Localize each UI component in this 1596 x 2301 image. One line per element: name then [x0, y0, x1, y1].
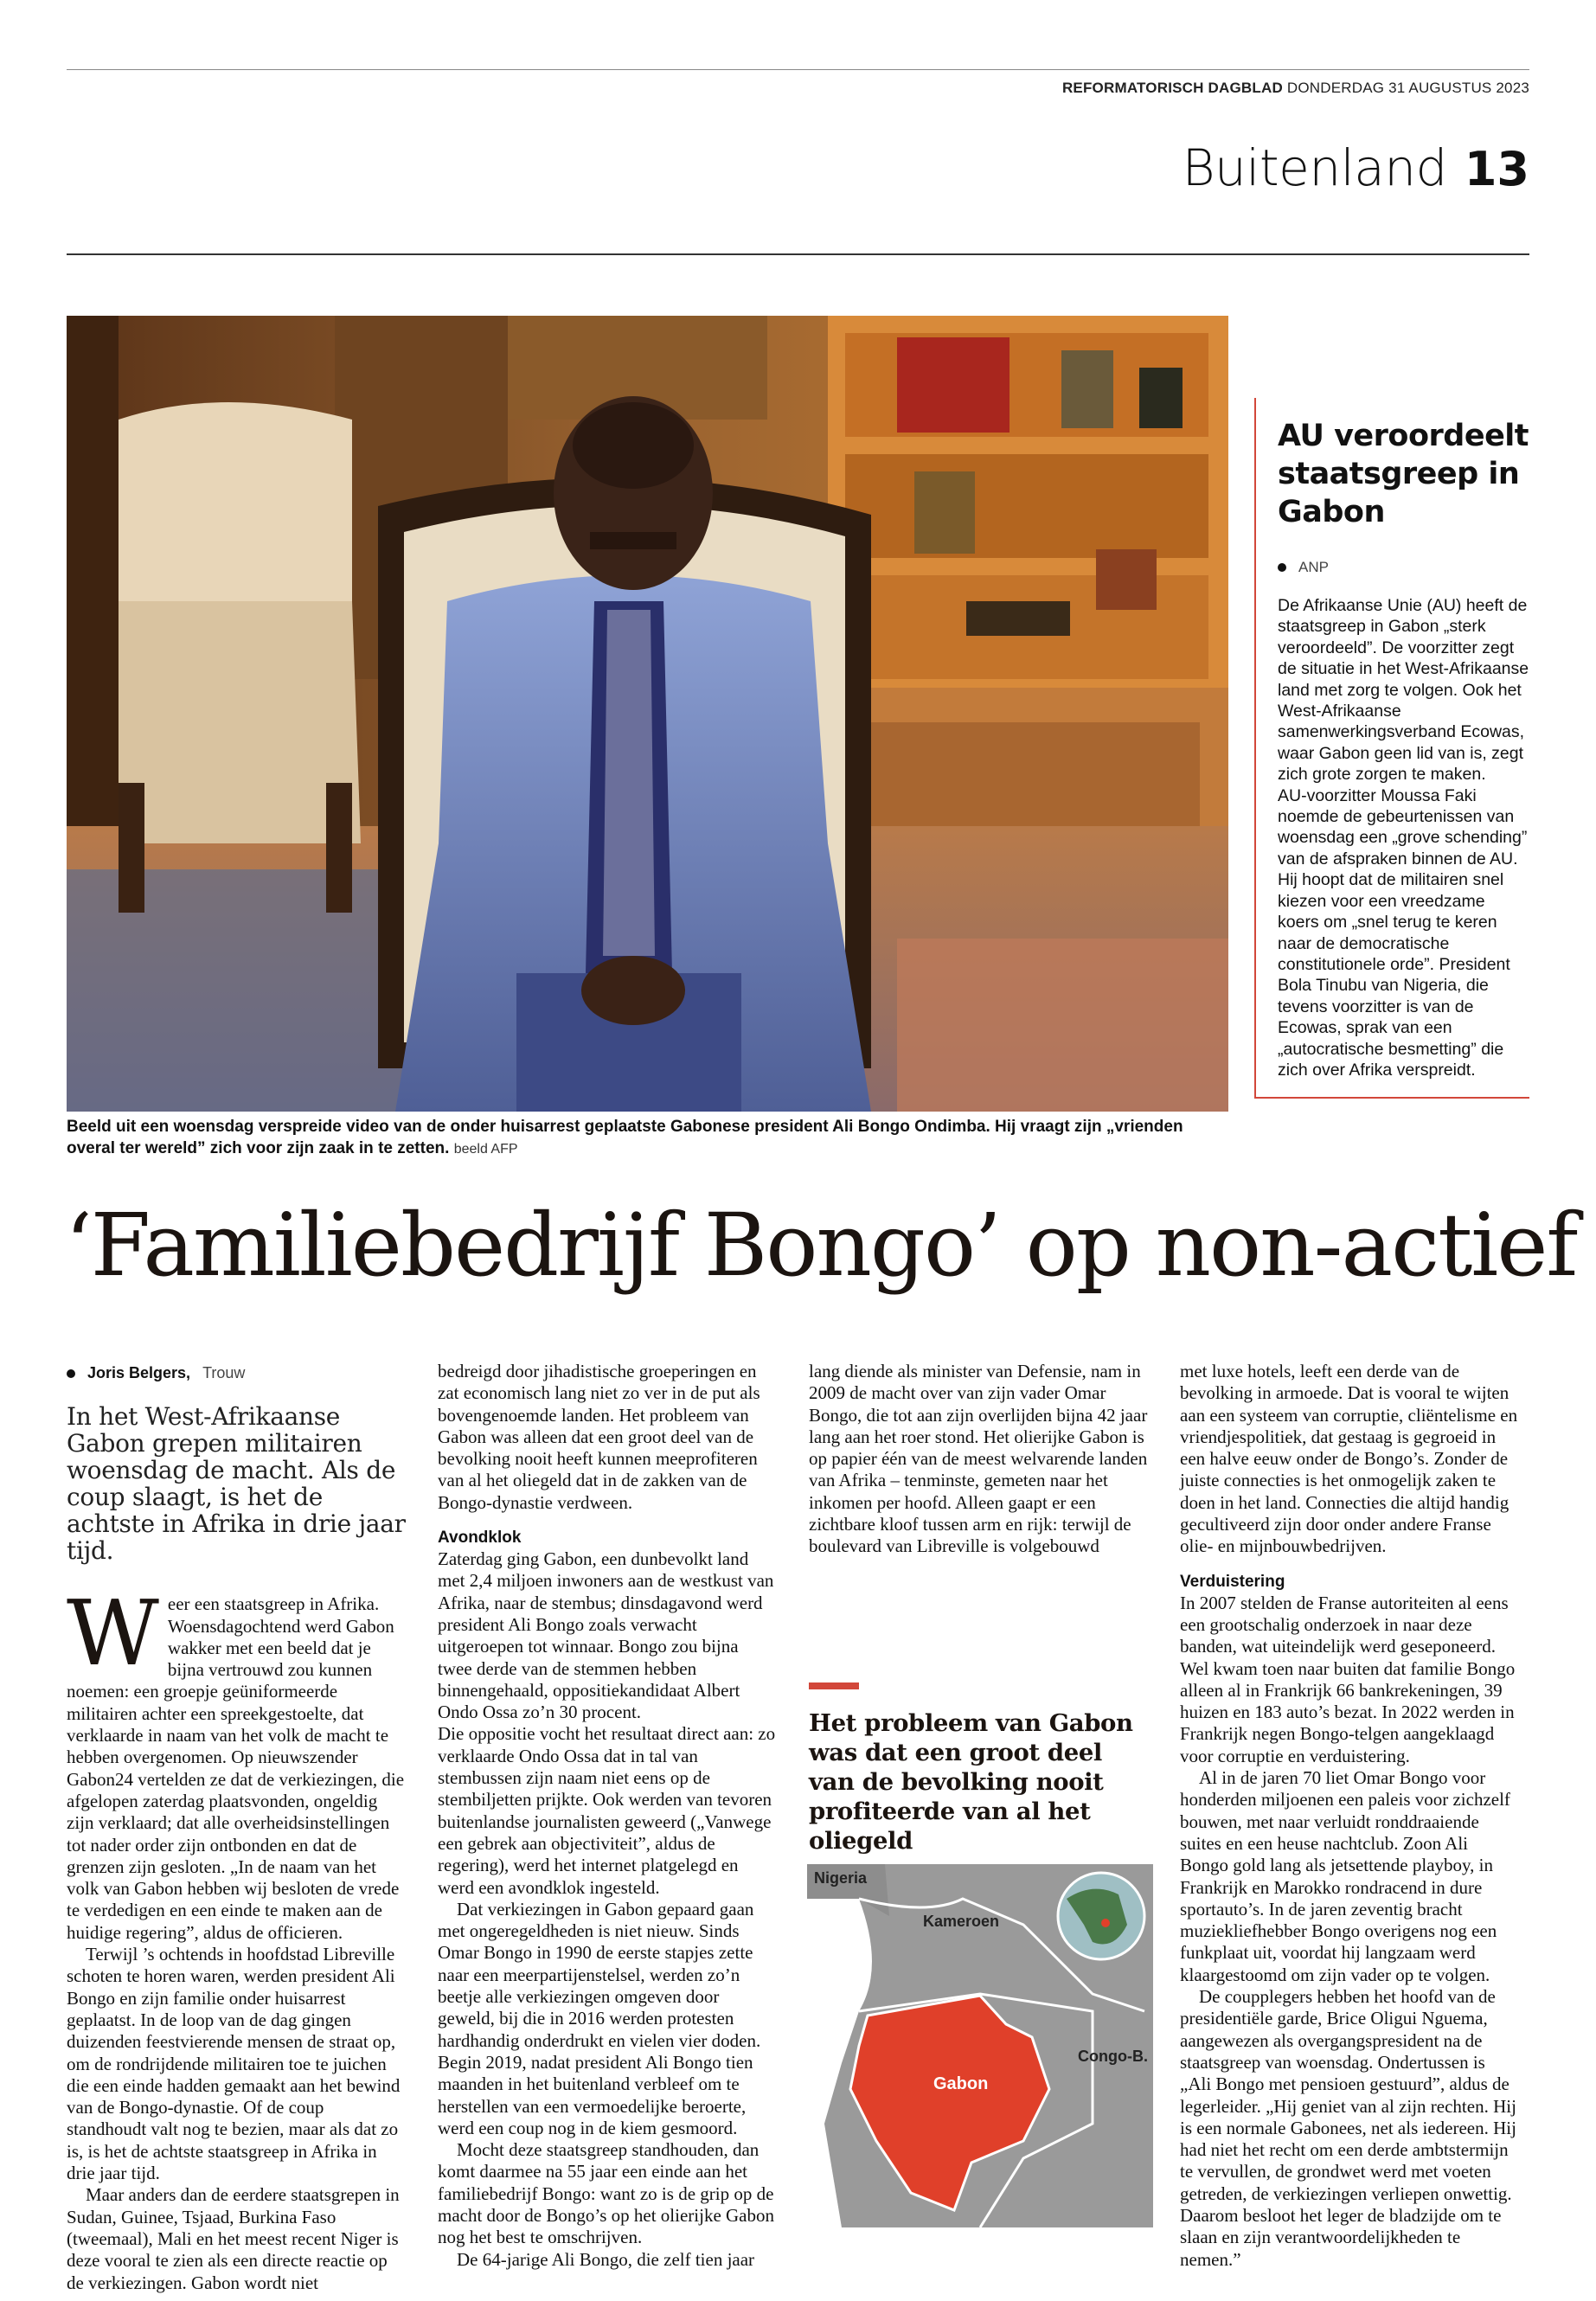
bullet-icon: [67, 1369, 75, 1378]
author-outlet: Trouw: [202, 1364, 246, 1381]
article-column-1: [67, 1362, 406, 2294]
article-paragraph: lang diende als minister van Defensie, nam in 2009 de macht over van zijn vader Omar Bongo, die tot aan zijn overlijden bijna 42 jaar lang aan het roer stond. Het olierijke Gabon is op papier één van de meest welvarende landen van Afrika – tenminste, gemeten naar het inkomen per hoofd. Alleen gaapt er een zichtbare kloof tussen arm en rijk: terwijl de boulevard van Libreville is volgebouwd: [809, 1361, 1148, 1557]
article-paragraph: bedreigd door jihadistische groeperingen en zat economisch lang niet zo ver in de put als bovengenoemde landen. Het probleem van Gabon was alleen dat een groot deel van de bevolking nooit heeft kunnen meeprofiteren van al het oliegeld dat in de zakken van de Bongo-dynastie verdween.: [438, 1361, 760, 1513]
section-rule: [67, 253, 1529, 255]
map-label-nigeria: Nigeria: [814, 1869, 868, 1887]
article-paragraph: De 64-jarige Ali Bongo, die zelf tien jaar: [457, 2248, 755, 2270]
article-paragraph: Al in de jaren 70 liet Omar Bongo voor honderden miljoenen een paleis voor zichzelf bouwen, met naar verluidt ronddraaiende suites en een heuse nachtclub. Zoon Ali Bongo gold lang als jetsettende playboy, in Frankrijk en Marokko rondracend in dure sportauto’s. In de jaren zeventig bracht muziekliefhebber Bongo overigens nog een funkplaat uit, voordat hij langzaam werd klaargestoomd om zijn vader op te volgen.: [1180, 1767, 1510, 1985]
article-paragraph: Terwijl ’s ochtends in hoofdstad Libreville schoten te horen waren, werden president Ali Bongo en zijn familie onder huisarrest geplaatst. In de loop van de dag gingen duizenden feestvierende mensen de straat op, om de rondrijdende militairen toe te juichen die een einde hadden gemaakt aan het bewind van de Bongo-dynastie. Of de coup standhoudt valt nog te bezien, maar als dat zo is, is het de achtste staatsgreep in Afrika in drie jaar tijd.: [67, 1944, 401, 2184]
author-name: Joris Belgers,: [87, 1364, 191, 1381]
map-label-gabon: Gabon: [933, 2074, 989, 2093]
section-name: Buitenland: [1182, 138, 1447, 197]
sidebar-box: [1254, 398, 1529, 1099]
sidebar-paragraph: De Afrikaanse Unie (AU) heeft de staatsgreep in Gabon „sterk veroordeeld”. De voorzitter zegt de situatie in het West-Afrikaanse land met zorg te volgen. Ook het West-Afrikaanse samenwerkingsverband Ecowas, waar Gabon geen lid van is, zegt zich grote zorgen te maken.: [1278, 596, 1529, 785]
top-rule: [67, 69, 1529, 70]
photo-caption: [67, 1116, 1228, 1160]
article-paragraph: met luxe hotels, leeft een derde van de bevolking in armoede. Dat is vooral te wijten aan een systeem van corruptie, cliëntelisme en vriendjespolitiek, dat gestaag is gegroeid in een halve eeuw onder de Bongo’s. Zonder de juiste connecties is het onmogelijk zaken te doen in het land. Connecties die altijd handig gecultiveerd zijn door onder andere Franse olie- en mijnbouwbedrijven.: [1180, 1361, 1518, 1557]
article-paragraph: Die oppositie vocht het resultaat direct aan: zo verklaarde Ondo Ossa dat in tal van stembussen zijn naam niet eens op de stembiljetten prijkte. Ook werden van tevoren buitenlandse journalisten geweerd („Vanwege een gebrek aan objectiviteit”, aldus de regering), werd het internet platgelegd en werd een avondklok ingesteld.: [438, 1723, 776, 1898]
article-paragraph: Mocht deze staatsgreep standhouden, dan komt daarmee na 55 jaar een einde aan het familiebedrijf Bongo: want zo is de grip op de macht door de Bongo’s op het olierijke Gabon nog het best te omschrijven.: [438, 2139, 775, 2248]
photo-credit: beeld AFP: [453, 1142, 518, 1157]
sidebar-title: AU veroordeelt staatsgreep in Gabon: [1278, 419, 1529, 529]
article-paragraph: De coupplegers hebben het hoofd van de presidentiële garde, Brice Oligui Nguema, aangewezen als overgangspresident na de staatsgreep van woensdag. Ondertussen is „Ali Bongo met pensioen gestuurd”, aldus de legerleider. „Hij geniet van al zijn rechten. Hij is een normale Gabonees, net als iedereen. Hij had niet het recht om een derde ambtstermijn te vervullen, de grondwet werd met voeten getreden, de verkiezingen verliepen onwettig. Daarom besloot het leger de bladzijde om te slaan en zijn verantwoordelijkheden te nemen.”: [1180, 1986, 1516, 2270]
sidebar-source: [1278, 559, 1529, 576]
article-paragraph: In 2007 stelden de Franse autoriteiten al eens een grootschalig onderzoek in naar deze banden, wat uiteindelijk werd geseponeerd. Wel kwam toen naar buiten dat familie Bongo alleen al in Frankrijk 66 bankrekeningen, 39 huizen en 183 auto’s bezat. In 2022 werden in Frankrijk negen Bongo-telgen aangeklaagd voor corruptie en verduistering.: [1180, 1592, 1516, 1766]
issue-date: DONDERDAG 31 AUGUSTUS 2023: [1286, 80, 1529, 96]
masthead: [1062, 80, 1529, 97]
article-paragraph: Zaterdag ging Gabon, een dunbevolkt land met 2,4 miljoen inwoners aan de westkust van Afrika, naar de stembus; dinsdagavond werd president Ali Bongo zoals verwacht uitgeroepen tot winnaar. Bongo zou bijna twee derde van de stemmen hebben binnengehaald, oppositiekandidaat Albert Ondo Ossa zo’n 30 procent.: [438, 1548, 774, 1723]
article-photo: [67, 316, 1228, 1112]
article-headline: ‘Familiebedrijf Bongo’ op non-actief: [65, 1195, 1577, 1296]
article-paragraph: Maar anders dan de eerdere staatsgrepen in Sudan, Guinee, Tsjaad, Burkina Faso (tweemaal), Mali en het meest recent Niger is deze vooral te zien als een directe reactie op de verkiezingen. Gabon wordt niet: [67, 2184, 400, 2293]
caption-text: Beeld uit een woensdag verspreide video van de onder huisarrest geplaatste Gabonese president Ali Bongo Ondimba. Hij vraagt zijn „vrienden overal ter wereld” zich voor zijn zaak in te zetten.: [67, 1118, 1183, 1157]
subheading: Avondklok: [438, 1529, 522, 1548]
article-column-2: [438, 1361, 777, 2271]
dropcap: W: [67, 1580, 159, 1687]
article-column-4: [1180, 1361, 1519, 2271]
section-header: [1183, 138, 1529, 197]
map-label-congo: Congo-B.: [1078, 2048, 1148, 2065]
bullet-icon: [1278, 563, 1286, 572]
photo-illustration: [67, 316, 1228, 1112]
byline: [67, 1362, 406, 1384]
sidebar-source-label: ANP: [1298, 559, 1329, 575]
subheading: Verduistering: [1180, 1572, 1285, 1591]
article-column-3: [809, 1361, 1148, 1558]
accent-bar: [809, 1682, 859, 1689]
page-number: 13: [1464, 142, 1529, 196]
sidebar-paragraph: AU-voorzitter Moussa Faki noemde de gebeurtenissen van woensdag een „grove schending” van de afspraken binnen de AU. Hij hoopt dat de militairen snel kiezen voor een vreedzame koers om „snel terug te keren naar de democratische constitutionele orde”. President Bola Tinubu van Nigeria, die tevens voorzitter is van de Ecowas, sprak van een „autocratische besmetting” die zich over Afrika verspreidt.: [1278, 785, 1528, 1080]
map-label-kameroen: Kameroen: [923, 1913, 1000, 1930]
article-paragraph: Dat verkiezingen in Gabon gepaard gaan met ongeregeldheden is niet nieuw. Sinds Omar Bongo in 1990 de eerste stapjes zette naar een meerpartijenstelsel, werden zo’n beetje alle verkiezingen omgeven door geweld, bij die in 2016 werden protesten hardhandig onderdrukt en vielen vier doden. Begin 2019, nadat president Ali Bongo tien maanden in het buitenland verbleef om te herstellen van een vermoedelijke beroerte, werd een coup nog in de kiem gesmoord.: [438, 1898, 761, 2138]
pull-quote-text: Het probleem van Gabon was dat een groot deel van de bevolking nooit profiteerde van al het oliegeld: [809, 1709, 1133, 1855]
pull-quote: [809, 1682, 1155, 1856]
article-paragraph: [67, 1580, 406, 1944]
paper-name: REFORMATORISCH DAGBLAD: [1061, 80, 1283, 96]
paragraph-text: eer een staatsgreep in Afrika. Woensdagochtend werd Gabon wakker met een beeld dat je bijna vertrouwd zou kunnen noemen: een groepje geüniformeerde militairen achter een spreekgestoelte, dat verklaarde in naam van het volk de macht te hebben overgenomen. Op nieuwszender Gabon24 vertelden ze dat de verkiezingen, die afgelopen zaterdag plaatsvonden, ongeldig zijn verklaard; dat alle overheidsinstellingen tot nader order zijn ontbonden en dat de grenzen zijn gesloten. „In de naam van het volk van Gabon hebben wij besloten de vrede te verdedigen en een einde te maken aan de huidige regering”, aldus de officieren.: [67, 1593, 405, 1943]
locator-map: [807, 1864, 1153, 2227]
article-intro: In het West-Afrikaanse Gabon grepen militairen woensdag de macht. Als de coup slaagt, is het de achtste in Afrika in drie jaar tijd.: [67, 1402, 406, 1566]
